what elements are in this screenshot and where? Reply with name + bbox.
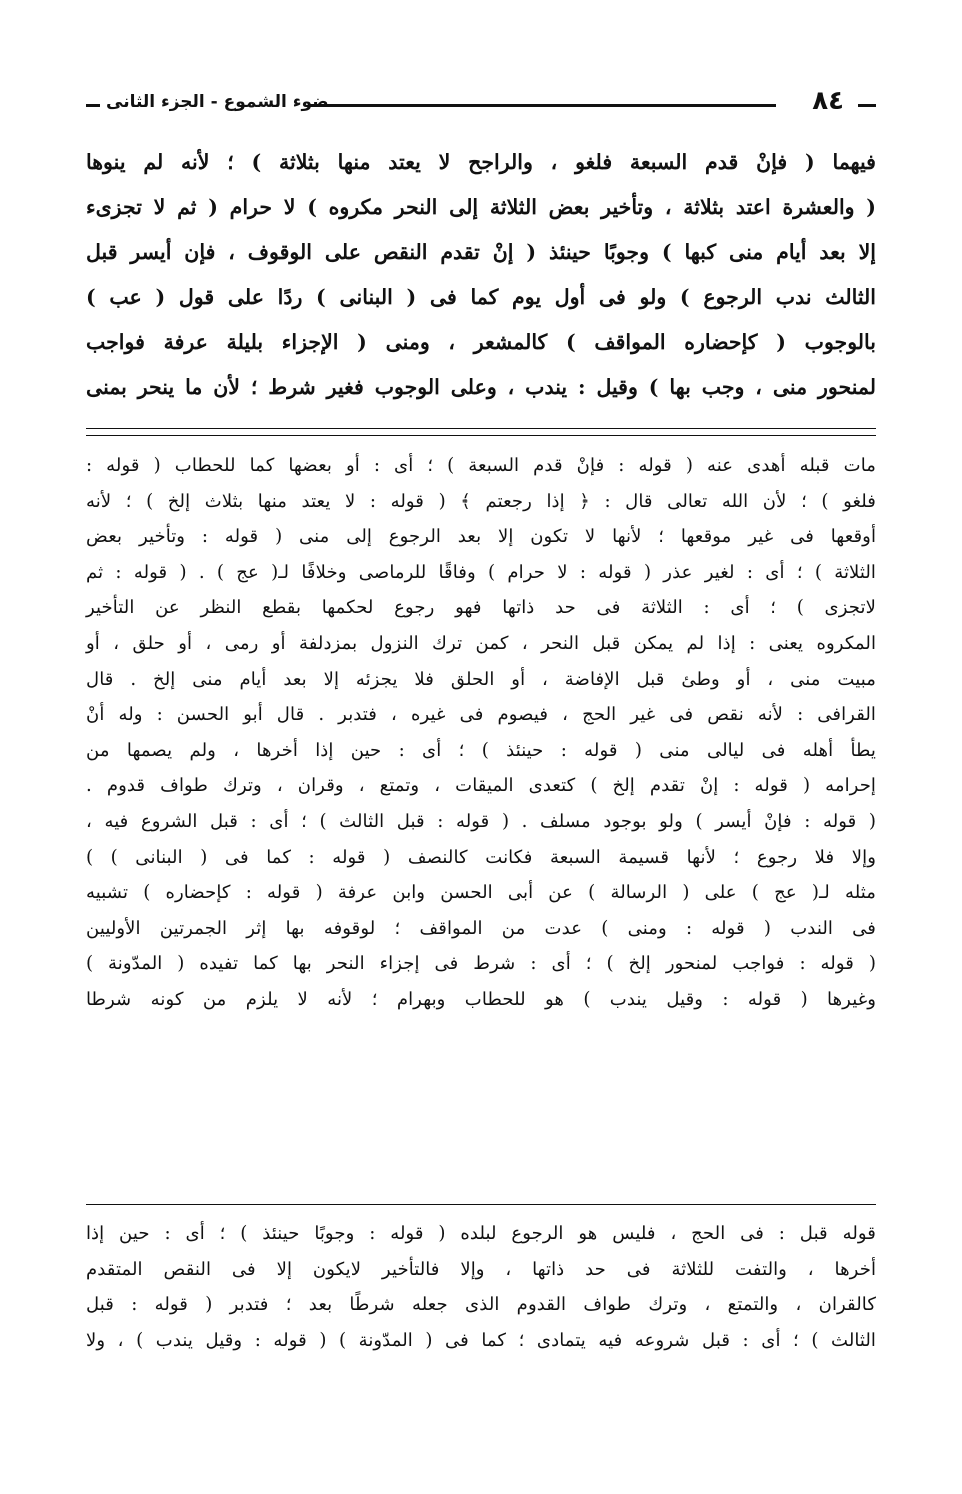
hashiya-line: مبيت منى ، أو وطئ قبل الإفاضة ، أو الحلق فلا يجزئه إلا بعد أيام منى إلخ . قال bbox=[86, 668, 876, 690]
hashiya-line: ( قوله : فواجب لمنحور إلخ ) ؛ أى : شرط فى إجزاء النحر بها كما تفيده ( المدّونة ) bbox=[86, 953, 876, 975]
main-line: بالوجوب ( كإحضاره المواقف ) كالمشعر ، ومنى ( الإجزاء بليلة عرفة فواجب bbox=[86, 330, 876, 354]
hashiya-line: فى الندب ( قوله : ومنى ) عدت من المواقف ؛ لوقوفه بها إثر الجمرتين الأوليين bbox=[86, 917, 876, 939]
main-line: لمنحور منى ، وجب بها ) وقيل : يندب ، وعلى الوجوب فغير شرط ؛ لأن ما ينحر بمنى bbox=[86, 375, 876, 399]
main-line: الثالث ندب الرجوع ) ولو فى أول يوم كما فى ( البنانى ) ردًا على قول ( عب ) bbox=[86, 285, 876, 309]
taqrir-line: الثالث ) ؛ أى : قبل شروعه فيه يتمادى ؛ كما فى ( المدّونة ) ( قوله : وقيل يندب ) ، ولا bbox=[86, 1329, 876, 1351]
main-line: ( والعشرة اعتد بثلاثة ، وتأخير بعض الثلاثة إلى النحر مكروه ) لا حرام ( ثم لا تجزىء bbox=[86, 195, 876, 219]
hashiya-line: مثله لـ( عج ) على ( الرسالة ) عن أبى الحسن وابن عرفة ( قوله : كإحضاره ) تشبيه bbox=[86, 882, 876, 904]
hashiya-line: لاتجزى ) ؛ أى : الثلاثة فى حد ذاتها فهو رجوع لحكمها بقطع النظر عن التأخير bbox=[86, 597, 876, 619]
header-rule-middle bbox=[310, 104, 776, 107]
hashiya-line: إحرامه ( قوله : إنْ تقدم إلخ ) كتعدى الميقات ، وتمتع ، وقران ، وترك طواف قدوم . bbox=[86, 775, 876, 797]
main-text bbox=[86, 140, 876, 410]
taqrir-line: قوله قبل : فى الحج ، فليس هو الرجوع لبلده ( قوله : وجوبًا حينئذ ) ؛ أى : حين إذا bbox=[86, 1223, 876, 1244]
taqrir-line: كالقران ، والتمتع ، وترك طواف القدوم الذى جعله شرطًا بعد ؛ فتدبر ( قوله : قبل bbox=[86, 1294, 876, 1315]
hashiya-line: المكروه يعنى : إذا لم يمكن قبل النحر ، كمن ترك النزول بمزدلفة أو رمى ، أو حلق ، أو bbox=[86, 632, 876, 654]
hashiya-line: الثلاثة ) ؛ أى : لغير عذر ( قوله : لا حرام ) وفاقًا للرماصى وخلافًا لـ( عج ) . ( قوله : ثم bbox=[86, 561, 876, 583]
hashiya-line: مات قبله أهدى عنه ( قوله : فإنْ قدم السبعة ) ؛ أى : أو بعضها كما للحطاب ( قوله : bbox=[86, 455, 876, 476]
running-header bbox=[86, 84, 876, 124]
hashiya-commentary bbox=[86, 448, 876, 1018]
single-divider bbox=[86, 1204, 876, 1205]
hashiya-line: يطأ أهله فى ليالى منى ( قوله : حينئذ ) ؛ أى : حين إذا أخرها ، ولم يصمها من bbox=[86, 739, 876, 761]
hashiya-line: فلغو ) ؛ لأن الله تعالى قال : ﴿ إذا رجعتم ﴾ ( قوله : لا يعتد منها بثلاث إلخ ) ؛ لأنه bbox=[86, 490, 876, 512]
hashiya-line: وإلا فلا رجوع ؛ لأنها قسيمة السبعة فكانت كالنصف ( قوله : كما فى ( البنانى ) ) bbox=[86, 846, 876, 868]
page-number: ٨٤ bbox=[812, 86, 844, 116]
hashiya-line: ( قوله : فإنْ أيسر ) ولو بوجود مسلف . ( قوله : قبل الثالث ) ؛ أى : قبل الشروع فيه ، bbox=[86, 810, 876, 832]
main-line: إلا بعد أيام منى كبها ) وجوبًا حينئذ ( إنْ تقدم النقص على الوقوف ، فإن أيسر قبل bbox=[86, 240, 876, 264]
taqrir-line: أخرها ، والتفت للثلاثة فى حد ذاتها ، وإلا فالتأخير لايكون إلا فى النقص المتقدم bbox=[86, 1258, 876, 1280]
taqrir-commentary bbox=[86, 1216, 876, 1358]
main-line: فيهما ( فإنْ قدم السبعة فلغو ، والراجح لا يعتد منها بثلاثة ) ؛ لأنه لم ينوها bbox=[86, 150, 876, 174]
hashiya-line: أوقعها فى غير موقعها ؛ لأنها لا تكون إلا بعد الرجوع إلى منى ( قوله : وتأخير بعض bbox=[86, 526, 876, 548]
double-divider bbox=[86, 428, 876, 436]
running-title: ضوء الشموع - الجزء الثانى bbox=[106, 92, 329, 112]
hashiya-line: وغيرها ( قوله : وقيل يندب ) هو للحطاب وبهرام ؛ لأنه لا يلزم من كونه شرطا bbox=[86, 988, 876, 1010]
hashiya-line: القرافى : لأنه نقص فى غير الحج ، فيصوم فى غيره ، فتدبر . قال أبو الحسن : وله أنْ bbox=[86, 704, 876, 726]
header-rule-right bbox=[858, 104, 876, 107]
header-rule-left bbox=[86, 104, 100, 107]
